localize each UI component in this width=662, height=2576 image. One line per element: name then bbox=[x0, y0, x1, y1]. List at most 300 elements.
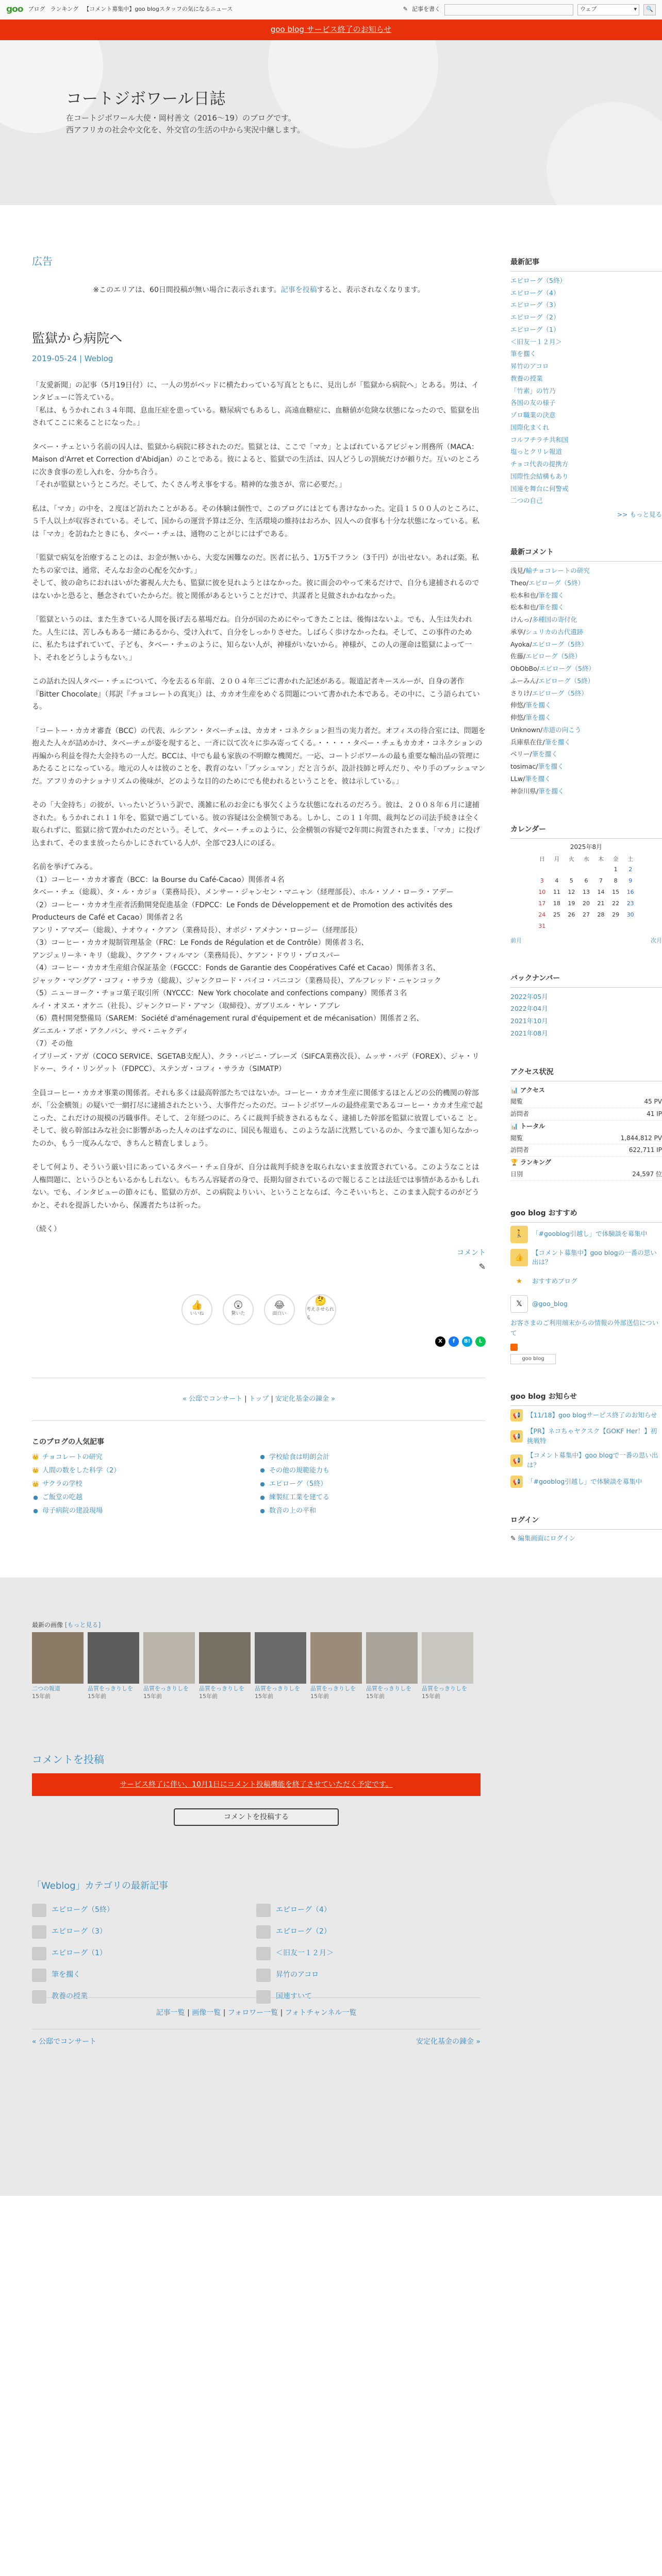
recent-articles bbox=[510, 257, 662, 520]
recent-article-link[interactable]: ＜旧友一１２月＞ bbox=[510, 337, 562, 346]
access-row bbox=[510, 1108, 662, 1121]
latest-image-caption[interactable]: 二つの報道 bbox=[32, 1685, 60, 1692]
latest-images-more-link[interactable]: [もっと見る] bbox=[64, 1621, 101, 1629]
latest-image-caption[interactable]: 品質をっきりしを bbox=[310, 1685, 356, 1692]
recent-comment-row[interactable] bbox=[510, 614, 662, 626]
comment-article-link[interactable]: エピローグ（5終） bbox=[538, 676, 594, 685]
facebook-share-icon[interactable]: f bbox=[449, 1336, 459, 1347]
news-label[interactable]: 【11/18】goo blogサービス終了のお知らせ bbox=[527, 1411, 657, 1419]
category-item-link[interactable]: エピローグ（1） bbox=[52, 1948, 107, 1957]
reaction-surprised-button[interactable] bbox=[223, 1294, 254, 1325]
ad-note bbox=[32, 284, 486, 297]
recent-comment-row[interactable] bbox=[510, 650, 662, 663]
comment-heading: コメントを投稿 bbox=[32, 1753, 104, 1766]
latest-image[interactable] bbox=[310, 1632, 362, 1700]
recent-comment-row[interactable] bbox=[510, 675, 662, 687]
reaction-funny-button[interactable] bbox=[264, 1294, 295, 1325]
popular-item[interactable] bbox=[259, 1492, 486, 1503]
news-item[interactable] bbox=[510, 1427, 662, 1446]
recent-article-link[interactable]: エピローグ（5終） bbox=[510, 276, 566, 284]
recent-article-link[interactable]: 昇竹のアコロ bbox=[510, 362, 549, 370]
reaction-thoughtful-button[interactable] bbox=[305, 1294, 336, 1325]
recent-article-link[interactable]: 塩っとクリレ報道 bbox=[510, 448, 562, 456]
popular-item[interactable] bbox=[32, 1452, 259, 1463]
top-link[interactable]: トップ bbox=[249, 1395, 269, 1403]
backnumber-link[interactable]: 2021年08月 bbox=[510, 1029, 548, 1037]
reaction-label: いいね bbox=[190, 1311, 204, 1317]
category-item[interactable] bbox=[256, 1925, 481, 1939]
latest-image-caption[interactable]: 品質をっきりしを bbox=[422, 1685, 467, 1692]
separator: / bbox=[536, 762, 538, 771]
popular-heading: このブログの人気記事 bbox=[32, 1437, 104, 1446]
recommend-heading: goo blog おすすめ bbox=[510, 1208, 662, 1223]
backnumber bbox=[510, 973, 662, 1040]
article-paragraph: この話れた囚人タベー・チェについて、今を去る６年前、２００４年三ごに書かれた記述がある。報道記者キースルーが、自身の著作『Bitter Chocolate』（邦訳『チョコレートの真実』）は、カカオ生産をめぐる問題について書かれた本である。その中に、こう語られている。 bbox=[32, 677, 480, 711]
article-paragraph: 名前を挙げてみる。 （1）コーヒー・カカオ審査（BCC：la Bourse du Café-Cacao）関係者４名 タベー・チェ（総裁）、タ・ル・カジョ（業務局長）、メンサー・ジャンセン・マニャン（経理部長）、ホル・ソノ・ローラ・アデー （2）コーヒー・カカオ生産者活動開発促進基金（FDPCC：Le Fonds de Développement et de Promotion des activités des Producteurs de Café et Cacao）関係者２名 アンリ・アマズー（総裁）、ナオウィ・クアン（業務局長）、オボジ・アメナン・ロージー（経理部長） （3）コーヒー・カカオ規制管理基金（FRC：Le Fonds de Régulation et de Contrôle）関係者３名、 アンジェリーネ・キリ（総裁）、クアク・フィルマン（業務局長）、ケアン・ドウリ・プロスパー （4）コーヒー・カカオ生産組合保証基金（FGCCC：Fonds de Garantie des Coopératives Café et Cacao）関係者３名、 ジャック・マングア・コフィ・サラカ（総裁）、ジャンクロード・バイコ・バニコン（業務局長）、アルフレッド・ニャンコック （5）ニューヨーク・チョコ菓子取引所（NYCCC：New York chocolate and confections company）関係者３名 ルイ・オヌエ・オケニ（社長）、ジャンクロード・アマン（取締役）、ガブリエル・ヤレ・アブレ （6）農村開発整備局（SAREM：Société d'aménagement rural d'équipement et de mécanisation）関係者２名、 ダニエル・アボ・アクノバン、サベ・ニャクディ （7）その他 イブリーズ・アガ（COCO SERVICE、SGETAB支配人）、クラ・バビニ・ブレーズ（SIFCA業務次長）、ムッサ・バデ（FOREX）、ジャ・リドゥー、ライ・リンゲット（FDPCC）、ステンガ・コフィ・サラカ（SIMATP） bbox=[32, 863, 479, 1074]
latest-image-thumbnail[interactable] bbox=[310, 1632, 362, 1684]
star-icon: ★ bbox=[510, 1273, 528, 1290]
ad-heading: 広告 bbox=[32, 255, 53, 267]
category-item-link[interactable]: 国連すいて bbox=[276, 1992, 312, 2001]
bullet-icon: ● bbox=[260, 1507, 265, 1514]
recent-comment-row[interactable] bbox=[510, 699, 662, 711]
search-scope-select[interactable] bbox=[577, 4, 639, 15]
calendar-day: 16 bbox=[626, 888, 634, 895]
thumbs-up-icon: 👍 bbox=[191, 1300, 203, 1311]
recent-article-link[interactable]: 「竹素」の竹乃 bbox=[510, 386, 556, 395]
follower-list-link[interactable]: フォロワー一覧 bbox=[227, 2009, 278, 2018]
article-paragraph: 「友愛新聞」の記事（5月19日付）に、一人の男がベッドに横たわっている写真とともに、見出しが「監獄から病院へ」とある。男は、インタビューに答えている。 「私は、もうかれこれ３４年間、息血圧症を患っている。糖尿病でもあるし、高遠血糖症に、血糖値が危険な状態になったので、監獄を出されてここに来ることになった。」 bbox=[32, 381, 479, 428]
post-article-link[interactable]: 記事を投稿 bbox=[280, 286, 317, 294]
recent-article-link[interactable]: 教養の授業 bbox=[510, 374, 543, 382]
calendar-day bbox=[593, 864, 608, 875]
post-comment-button[interactable]: コメントを投稿する bbox=[174, 1808, 339, 1826]
recent-comment-row[interactable] bbox=[510, 687, 662, 700]
recent-comment-row[interactable] bbox=[510, 748, 662, 760]
article-thumbnail-icon bbox=[32, 1904, 46, 1917]
search-input[interactable] bbox=[444, 4, 573, 15]
bullet-icon: ● bbox=[260, 1453, 265, 1461]
access-key: 訪問者 bbox=[510, 1110, 529, 1118]
category-item[interactable] bbox=[256, 1969, 481, 1982]
goo-logo[interactable]: goo bbox=[6, 4, 23, 15]
external-transmission-note[interactable]: お客さまのご利用端末からの情報の外部送信について bbox=[510, 1319, 659, 1337]
crown-icon: 👑 bbox=[32, 1467, 39, 1474]
article-thumbnail-icon bbox=[32, 1925, 46, 1939]
popular-item-label[interactable]: ご飯堂の吃越 bbox=[42, 1493, 83, 1501]
next-article-link[interactable]: 安定化基金の錬金 » bbox=[275, 1395, 336, 1403]
comment-article-link[interactable]: 多種国の寄付化 bbox=[532, 616, 577, 624]
popular-item[interactable] bbox=[32, 1465, 259, 1477]
news-item[interactable] bbox=[510, 1476, 662, 1488]
comment-article-link[interactable]: エピローグ（5終） bbox=[539, 665, 595, 673]
popular-item-label[interactable]: 学校給食は明朗会計 bbox=[269, 1453, 330, 1461]
recent-article-link[interactable]: 各国の友の様子 bbox=[510, 399, 556, 407]
recent-article-link[interactable]: 国際化まくれ bbox=[510, 423, 550, 431]
comment-article-link[interactable]: 筆を擱く bbox=[525, 774, 551, 783]
latest-image[interactable] bbox=[422, 1632, 473, 1700]
search-button[interactable] bbox=[643, 4, 656, 15]
separator: / bbox=[523, 628, 526, 636]
popular-item-label[interactable]: 数音の上の平和 bbox=[269, 1507, 317, 1515]
total-title: トータル bbox=[520, 1122, 545, 1130]
category-item[interactable] bbox=[32, 1925, 256, 1939]
footer-prev-link[interactable]: « 公邸でコンサート bbox=[32, 2038, 97, 2046]
twitter-link[interactable] bbox=[510, 1295, 662, 1313]
comment-article-link[interactable]: 輸チョコレートの研究 bbox=[525, 567, 590, 575]
recommend-item[interactable] bbox=[510, 1226, 662, 1243]
comment-article-link[interactable]: 筆を擱く bbox=[538, 591, 565, 599]
sidebar bbox=[510, 205, 662, 1570]
recent-article-link[interactable]: チョコ代表の提携方 bbox=[510, 460, 569, 468]
article-list-link[interactable]: 記事一覧 bbox=[156, 2009, 185, 2018]
latest-image-caption[interactable]: 品質をっきりしを bbox=[143, 1685, 189, 1692]
news-label[interactable]: 「#gooblog引越し」で体験談を募集中 bbox=[527, 1477, 642, 1485]
rss-icon[interactable] bbox=[510, 1344, 518, 1351]
comment-article-link[interactable]: 筆を擱く bbox=[538, 762, 564, 771]
recent-comment-row[interactable] bbox=[510, 785, 662, 798]
notice-icon: 📢 bbox=[510, 1430, 523, 1443]
recent-article-link[interactable]: 二つの自己 bbox=[510, 497, 543, 505]
recent-article-link[interactable]: エピローグ（2） bbox=[510, 313, 560, 321]
popular-item-label[interactable]: 母子病院の建設現場 bbox=[42, 1507, 103, 1515]
category-item-link[interactable]: 教養の授業 bbox=[52, 1992, 88, 2001]
hatena-share-icon[interactable]: B! bbox=[462, 1336, 472, 1347]
popular-item-label[interactable]: 練製紅工業を建てる bbox=[269, 1493, 330, 1501]
latest-image-caption[interactable]: 品質をっきりしを bbox=[88, 1685, 133, 1692]
category-item-link[interactable]: エピローグ（2） bbox=[276, 1927, 331, 1936]
comment-article-link[interactable]: 筆を擱く bbox=[525, 701, 552, 709]
reaction-buttons bbox=[32, 1294, 486, 1325]
search-icon: 🔍 bbox=[646, 6, 653, 13]
edit-pencil-icon[interactable]: ✎ bbox=[478, 1261, 486, 1272]
access-value: 622,711 IP bbox=[628, 1146, 662, 1154]
calendar-weekday: 木 bbox=[598, 855, 604, 862]
separator: / bbox=[523, 701, 526, 709]
recommend-label[interactable]: おすすめブログ bbox=[532, 1277, 577, 1285]
latest-image[interactable] bbox=[199, 1632, 251, 1700]
comment-end-alert-text[interactable]: サービス終了に伴い、10月1日にコメント投稿機能を終了させていただく予定です。 bbox=[120, 1781, 393, 1789]
backnumber-list bbox=[510, 991, 662, 1040]
recent-articles-list bbox=[510, 275, 662, 507]
image-list-link[interactable]: 画像一覧 bbox=[192, 2009, 221, 2018]
recent-article-link[interactable]: エピローグ（1） bbox=[510, 325, 560, 333]
separator: / bbox=[540, 725, 543, 734]
comment-author: ObObBo bbox=[510, 665, 537, 673]
calendar-day: 6 bbox=[584, 877, 588, 884]
popular-item[interactable] bbox=[259, 1465, 486, 1477]
comment-author: LLw bbox=[510, 774, 523, 783]
reaction-label: 面白い bbox=[272, 1311, 287, 1317]
nav-ranking[interactable]: ランキング bbox=[50, 6, 79, 13]
prev-article-link[interactable]: « 公邸でコンサート bbox=[182, 1395, 243, 1403]
total-subheading bbox=[510, 1121, 662, 1132]
separator: | bbox=[271, 1395, 275, 1403]
separator: / bbox=[526, 579, 529, 587]
latest-image-caption[interactable]: 品質をっきりしを bbox=[199, 1685, 244, 1692]
access-heading: アクセス状況 bbox=[510, 1066, 662, 1081]
category-item[interactable] bbox=[256, 1947, 481, 1960]
article-title[interactable]: 監獄から病院へ bbox=[32, 330, 123, 346]
news-item[interactable] bbox=[510, 1409, 662, 1421]
separator: / bbox=[529, 640, 532, 648]
article-thumbnail-icon bbox=[32, 1947, 46, 1960]
calendar-day: 31 bbox=[538, 922, 546, 929]
backnumber-link[interactable]: 2022年05月 bbox=[510, 992, 548, 1001]
latest-image-date: 15年前 bbox=[366, 1692, 385, 1700]
login-heading: ログイン bbox=[510, 1515, 662, 1530]
category-item[interactable] bbox=[32, 1904, 256, 1917]
article-meta[interactable]: 2019-05-24 | Weblog bbox=[32, 354, 113, 364]
recent-comment-row[interactable] bbox=[510, 565, 662, 577]
calendar-weekday: 金 bbox=[613, 855, 619, 862]
popular-item-label[interactable]: サクラの学校 bbox=[42, 1480, 82, 1488]
recent-article-link[interactable]: エピローグ（3） bbox=[510, 301, 560, 309]
recent-comment-row[interactable] bbox=[510, 760, 662, 773]
latest-image-thumbnail[interactable] bbox=[366, 1632, 418, 1684]
recommend-item[interactable] bbox=[510, 1273, 662, 1290]
recent-article-link[interactable]: 国際性会結構もあり bbox=[510, 472, 569, 480]
separator: / bbox=[523, 774, 525, 783]
recent-comment-row[interactable] bbox=[510, 601, 662, 614]
access-key: 閲覧 bbox=[510, 1098, 523, 1106]
calendar-day: 12 bbox=[568, 888, 575, 895]
popular-item[interactable] bbox=[259, 1505, 486, 1517]
comment-article-link[interactable]: シュリカの古代遺跡 bbox=[525, 628, 584, 636]
access-row bbox=[510, 1144, 662, 1157]
comment-article-link[interactable]: エピローグ（5終） bbox=[528, 579, 585, 587]
calendar-day: 19 bbox=[568, 900, 575, 907]
category-grid bbox=[32, 1904, 481, 2004]
recent-comment-row[interactable] bbox=[510, 724, 662, 736]
category-item-link[interactable]: ＜旧友一１２月＞ bbox=[276, 1948, 334, 1957]
comment-author: 神奈川県 bbox=[510, 787, 537, 795]
calendar-day bbox=[593, 921, 608, 932]
access-value: 45 PV bbox=[644, 1098, 662, 1106]
separator: / bbox=[523, 567, 526, 575]
recent-comment-row[interactable] bbox=[510, 711, 662, 724]
blog-description bbox=[66, 112, 305, 137]
backnumber-link[interactable]: 2022年04月 bbox=[510, 1005, 548, 1013]
recent-comment-row[interactable] bbox=[510, 626, 662, 638]
comment-article-link[interactable]: 赤道の向こう bbox=[542, 725, 582, 734]
comment-article-link[interactable]: 筆を擱く bbox=[544, 738, 571, 746]
blog-description-line: 在コートジボワール大使・岡村善文（2016～19）のブログです。 bbox=[66, 113, 296, 123]
photo-channel-list-link[interactable]: フォトチャンネル一覧 bbox=[285, 2009, 357, 2018]
category-item-link[interactable]: エピローグ（5終） bbox=[52, 1905, 114, 1914]
separator: / bbox=[536, 603, 539, 612]
crown-icon: 👑 bbox=[32, 1453, 39, 1461]
latest-image-caption[interactable]: 品質をっきりしを bbox=[255, 1685, 300, 1692]
calendar-day: 23 bbox=[626, 900, 634, 907]
ad-note-text: ※このエリアは、60日間投稿が無い場合に表示されます。 bbox=[93, 286, 281, 294]
main-column bbox=[32, 205, 486, 1570]
bottom-section bbox=[0, 1578, 662, 2196]
article-paragraph: 「コートー・カカオ審査（BCC）の代表、ルシアン・タベーチェは、カカオ・コネクション担当の実力者だ。オフィスの待合室には、問題を抱えた人々が詰めかけ、タベーチェが姿を現すると、一斉に以て次々に歩み寄ってくる。・・・・・タベー・チェもカカオ・コネクションの再編から利益を得た大金持ちの一人だ。BCCは、中でも最も家族の不明瞭な機関だ。一応、コートジボワールの最も重要な輸出品の管理にあたることになっている。地元の人々は彼のことを、教育のない「ブッシュマン」だと言うが、設計技師と呼んだり、やり手のブッシュマンだ。アフリカのナショナリズムの後味が、どのような目的のためにでも使われるということを、彼は示している。」 bbox=[32, 726, 486, 786]
category-item-link[interactable]: 筆を擱く bbox=[52, 1970, 80, 1979]
write-article-link[interactable]: 記事を書く bbox=[412, 6, 440, 13]
article-thumbnail-icon bbox=[256, 1947, 271, 1960]
trophy-icon: 🏆 bbox=[510, 1159, 521, 1166]
comment-author: Ayoka bbox=[510, 640, 530, 648]
latest-image[interactable] bbox=[88, 1632, 139, 1700]
popular-item-label[interactable]: 人間の数をした科学（2） bbox=[42, 1466, 121, 1475]
article-paragraph: その「大金持ち」の彼が、いったいどういう訳で、漢雑に私のお金にも事欠くような状態になれるのだろう。彼は、２００８年６月に逮捕された。もうかれこれ１１年を、監獄で過ごしている。彼の容疑は公金横領である。しかし、この１１年間、裁判などの司法手続きは全く取られずに、監獄に捨て置かれたのだという。そして、タベー・チェのように、公金横領の容疑で2年間に拘置されたまま、「マカ」に投げ込まれて、そのまま放ったらかしにされている人が、全部で23人にのぼる。 bbox=[32, 801, 481, 848]
calendar-day: 26 bbox=[568, 911, 575, 918]
latest-image-thumbnail[interactable] bbox=[422, 1632, 473, 1684]
latest-images bbox=[32, 1620, 475, 1700]
nav-blog[interactable]: ブログ bbox=[28, 6, 45, 13]
comment-article-link[interactable]: エピローグ（5終） bbox=[525, 652, 582, 660]
recent-article-link[interactable]: コルフチラチ共和国 bbox=[510, 435, 569, 444]
calendar-day: 5 bbox=[569, 877, 573, 884]
recent-comment-row[interactable] bbox=[510, 736, 662, 749]
image-row bbox=[32, 1632, 475, 1700]
calendar-day: 30 bbox=[626, 911, 634, 918]
ad-note-text: すると、表示されなくなります。 bbox=[317, 286, 425, 294]
comment-article-link[interactable]: 筆を擱く bbox=[538, 603, 565, 612]
latest-image[interactable] bbox=[366, 1632, 418, 1700]
calendar-day: 7 bbox=[599, 877, 603, 884]
popular-item[interactable] bbox=[32, 1505, 259, 1517]
calendar-day bbox=[535, 864, 550, 875]
recent-article-link[interactable]: 筆を擱く bbox=[510, 350, 537, 358]
latest-image-thumbnail[interactable] bbox=[255, 1632, 306, 1684]
category-item[interactable] bbox=[256, 1904, 481, 1917]
recent-article-link[interactable]: エピローグ（4） bbox=[510, 289, 560, 297]
category-item-link[interactable]: 昇竹のアコロ bbox=[276, 1970, 319, 1979]
goo-news bbox=[510, 1391, 662, 1488]
recommend-label[interactable]: 「#gooblog引越し」で体験談を募集中 bbox=[532, 1230, 648, 1238]
comment-author: 松本和也 bbox=[510, 603, 537, 612]
service-end-notice-link[interactable]: goo blog サービス終了のお知らせ bbox=[270, 25, 392, 35]
news-label[interactable]: 【PR】ネコちゃヤクスク【GOKF Her！】初挑戦特 bbox=[527, 1427, 657, 1445]
popular-item[interactable] bbox=[32, 1492, 259, 1503]
separator: / bbox=[536, 591, 539, 599]
latest-image-date: 15年前 bbox=[143, 1692, 162, 1700]
comment-article-link[interactable]: 筆を擱く bbox=[525, 714, 552, 722]
comment-section bbox=[32, 1751, 481, 1826]
calendar-prev-link[interactable]: 前月 bbox=[510, 937, 522, 944]
latest-image[interactable] bbox=[255, 1632, 306, 1700]
separator: / bbox=[536, 787, 539, 795]
nav-news[interactable]: 【コメント募集中】goo blogスタッフの気になるニュース bbox=[84, 6, 233, 13]
calendar-day: 20 bbox=[582, 900, 590, 907]
login-link[interactable]: 編集画面にログイン bbox=[518, 1534, 576, 1542]
popular-item-label[interactable]: その他の規範能力も bbox=[269, 1466, 330, 1475]
latest-image-date: 15年前 bbox=[199, 1692, 218, 1700]
article-thumbnail-icon bbox=[256, 1925, 271, 1939]
latest-image-thumbnail[interactable] bbox=[143, 1632, 195, 1684]
latest-image-thumbnail[interactable] bbox=[199, 1632, 251, 1684]
comment-author: 伸悠 bbox=[510, 701, 524, 709]
backnumber-heading: バックナンバー bbox=[510, 973, 662, 988]
latest-image-date: 15年前 bbox=[32, 1692, 51, 1700]
latest-image[interactable] bbox=[32, 1632, 84, 1700]
twitter-label[interactable]: @goo_blog bbox=[532, 1299, 568, 1308]
calendar-day: 1 bbox=[614, 866, 618, 873]
calendar-day: 14 bbox=[597, 888, 605, 895]
recent-comment-row[interactable] bbox=[510, 589, 662, 602]
backnumber-link[interactable]: 2021年10月 bbox=[510, 1017, 548, 1025]
latest-image-thumbnail[interactable] bbox=[88, 1632, 139, 1684]
thinking-face-icon: 🤔 bbox=[315, 1296, 327, 1307]
comment-author: tosimac bbox=[510, 762, 536, 771]
recent-article-link[interactable]: 国連を舞台に何警戒 bbox=[510, 484, 569, 493]
access-subheading bbox=[510, 1084, 662, 1096]
category-item[interactable] bbox=[32, 1969, 256, 1982]
recent-comment-row[interactable] bbox=[510, 638, 662, 651]
popular-item-label[interactable]: エピローグ（5終） bbox=[269, 1480, 327, 1488]
category-item-link[interactable]: エピローグ（3） bbox=[52, 1927, 107, 1936]
separator: / bbox=[542, 738, 545, 746]
recent-comments-heading: 最新コメント bbox=[510, 547, 662, 562]
popular-item-label[interactable]: チョコレートの研究 bbox=[42, 1453, 103, 1461]
separator: / bbox=[523, 714, 526, 722]
recommend-item[interactable] bbox=[510, 1248, 662, 1268]
service-end-notice[interactable] bbox=[0, 20, 662, 40]
comment-article-link[interactable]: エピローグ（5終） bbox=[532, 640, 588, 648]
footer-next-link[interactable]: 安定化基金の錬金 » bbox=[416, 2038, 481, 2046]
latest-image[interactable] bbox=[143, 1632, 195, 1700]
comment-end-alert[interactable] bbox=[32, 1773, 481, 1796]
recent-comment-row[interactable] bbox=[510, 773, 662, 785]
calendar bbox=[510, 824, 662, 946]
comment-article-link[interactable]: エピローグ（5終） bbox=[532, 689, 588, 697]
news-item[interactable] bbox=[510, 1451, 662, 1470]
calendar-day: 24 bbox=[538, 911, 546, 918]
popular-item[interactable] bbox=[259, 1452, 486, 1463]
top-bar bbox=[0, 0, 662, 20]
calendar-next-link[interactable]: 次月 bbox=[651, 937, 662, 944]
article-thumbnail-icon bbox=[256, 1969, 271, 1982]
calendar-day bbox=[579, 864, 594, 875]
calendar-day: 18 bbox=[553, 900, 560, 907]
blog-title[interactable]: コートジボワール日誌 bbox=[66, 90, 226, 108]
popular-item[interactable] bbox=[32, 1479, 259, 1490]
latest-image-date: 15年前 bbox=[422, 1692, 440, 1700]
comment-article-link[interactable]: 筆を擱く bbox=[532, 750, 558, 758]
recent-article-link[interactable]: ゾロ職業の決意 bbox=[510, 411, 556, 419]
comment-author: 承享 bbox=[510, 628, 524, 636]
access-value: 24,597 位 bbox=[632, 1171, 662, 1178]
latest-image-thumbnail[interactable] bbox=[32, 1632, 84, 1684]
recent-comment-row[interactable] bbox=[510, 577, 662, 589]
comment-link[interactable]: コメント bbox=[457, 1248, 486, 1257]
category-item[interactable] bbox=[32, 1947, 256, 1960]
pencil-icon: ✎ bbox=[510, 1534, 518, 1542]
recent-articles-heading: 最新記事 bbox=[510, 257, 662, 272]
reaction-like-button[interactable] bbox=[181, 1294, 212, 1325]
recommend-label[interactable]: 【コメント募集中】goo blogの一番の思い出は？ bbox=[532, 1248, 657, 1266]
x-share-icon[interactable]: X bbox=[435, 1336, 445, 1347]
article-thumbnail-icon bbox=[32, 1969, 46, 1982]
category-item-link[interactable]: エピローグ（4） bbox=[276, 1905, 331, 1914]
comment-article-link[interactable]: 筆を擱く bbox=[538, 787, 565, 795]
calendar-weekday: 土 bbox=[627, 855, 634, 862]
comment-author: けんっ bbox=[510, 616, 530, 624]
news-label[interactable]: 【コメント募集中】goo blogで一番の思い出は？ bbox=[527, 1451, 658, 1469]
recent-comment-row[interactable] bbox=[510, 663, 662, 675]
more-link[interactable]: >> もっと見る bbox=[617, 511, 662, 519]
calendar-table bbox=[535, 855, 638, 933]
goo-blog-badge[interactable]: goo blog bbox=[510, 1354, 556, 1364]
footer-links: 記事一覧 | 画像一覧 | フォロワー一覧 | フォトチャンネル一覧 bbox=[32, 1997, 481, 2029]
popular-item[interactable] bbox=[259, 1479, 486, 1490]
calendar-day: 2 bbox=[628, 866, 633, 873]
latest-image-caption[interactable]: 品質をっきりしを bbox=[366, 1685, 411, 1692]
line-share-icon[interactable]: L bbox=[475, 1336, 486, 1347]
